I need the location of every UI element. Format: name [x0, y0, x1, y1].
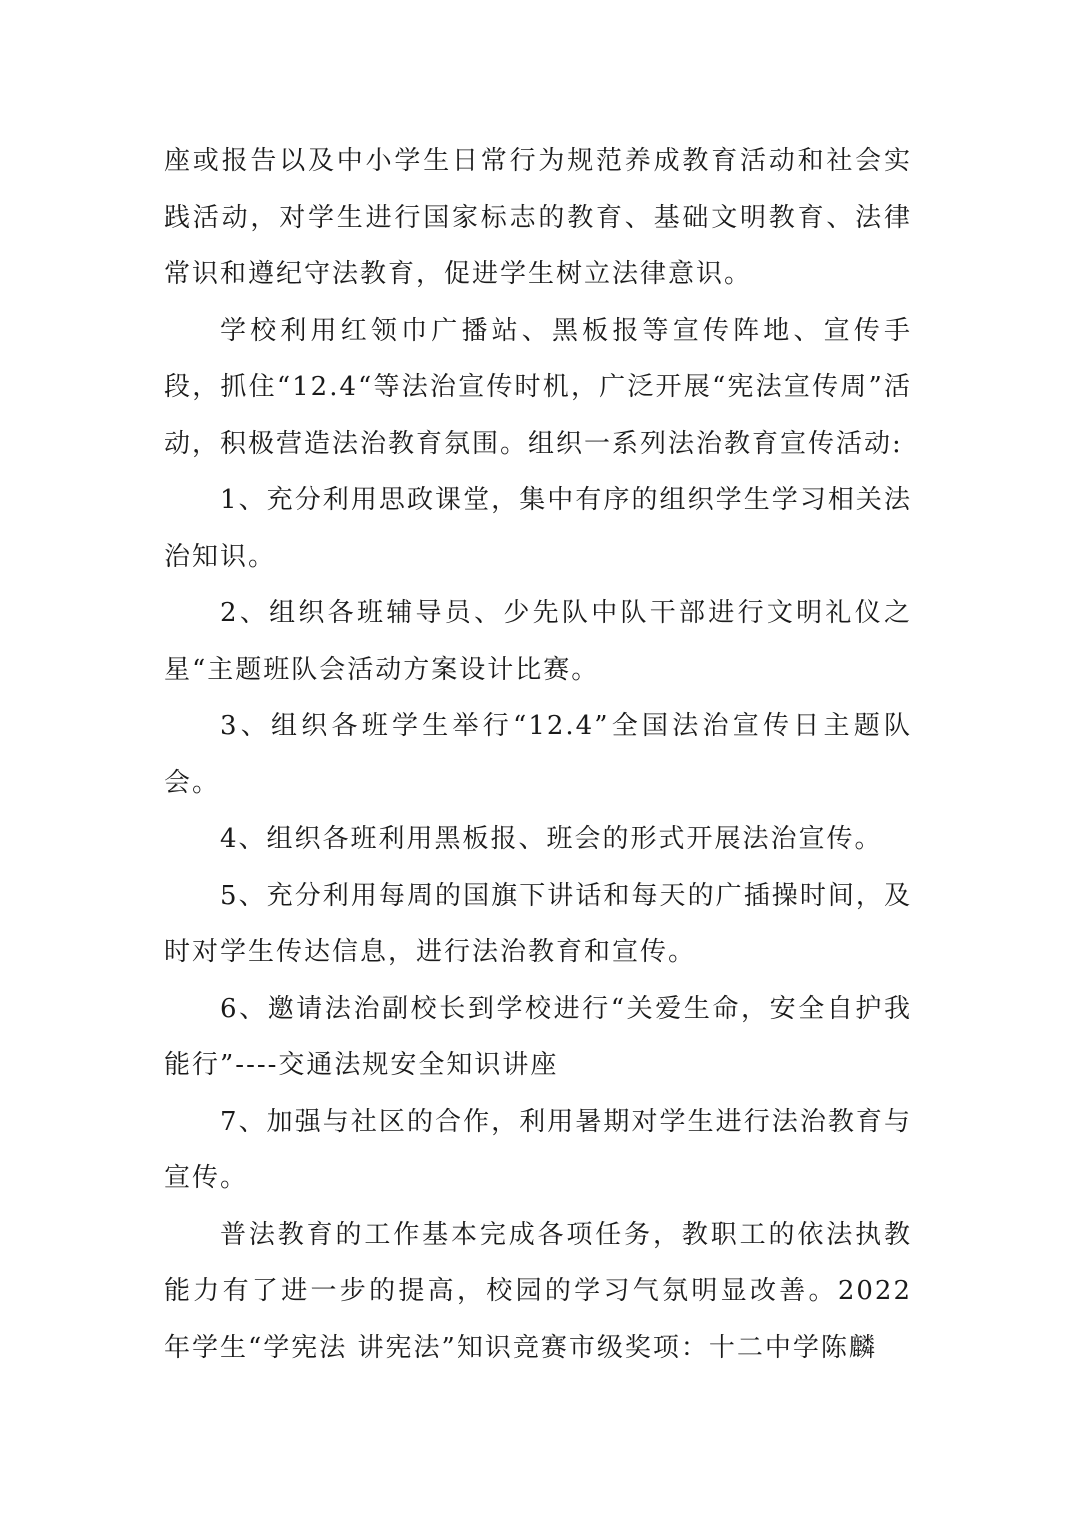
document-page [164, 133, 912, 1376]
list-item-7: 7、加强与社区的合作，利用暑期对学生进行法治教育与宣传。 [164, 1106, 912, 1193]
list-item-5: 5、充分利用每周的国旗下讲话和每天的广插操时间，及时对学生传达信息，进行法治教育和宣传。 [164, 880, 912, 967]
list-item-4: 4、组织各班利用黑板报、班会的形式开展法治宣传。 [220, 824, 883, 854]
paragraph-2: 学校利用红领巾广播站、黑板报等宣传阵地、宣传手段，抓住“12.4“等法治宣传时机，广泛开展“宪法宣传周”活动，积极营造法治教育氛围。组织一系列法治教育宣传活动: [164, 315, 912, 459]
list-item-6: 6、邀请法治副校长到学校进行“关爱生命，安全自护我能行”----交通法规安全知识讲座 [164, 993, 912, 1080]
list-item-3: 3、组织各班学生举行“12.4”全国法治宣传日主题队会。 [164, 711, 912, 798]
paragraph-1: 座或报告以及中小学生日常行为规范养成教育活动和社会实践活动，对学生进行国家标志的教育、基础文明教育、法律常识和遵纪守法教育，促进学生树立法律意识。 [164, 146, 912, 289]
list-item-2: 2、组织各班辅导员、少先队中队干部进行文明礼仪之星“主题班队会活动方案设计比赛。 [164, 598, 912, 685]
paragraph-summary: 普法教育的工作基本完成各项任务，教职工的依法执教能力有了进一步的提高，校园的学习气氛明显改善。2022 年学生“学宪法 讲宪法”知识竞赛市级奖项：十二中学陈麟 [164, 1219, 912, 1363]
list-item-1: 1、充分利用思政课堂，集中有序的组织学生学习相关法治知识。 [164, 485, 912, 572]
